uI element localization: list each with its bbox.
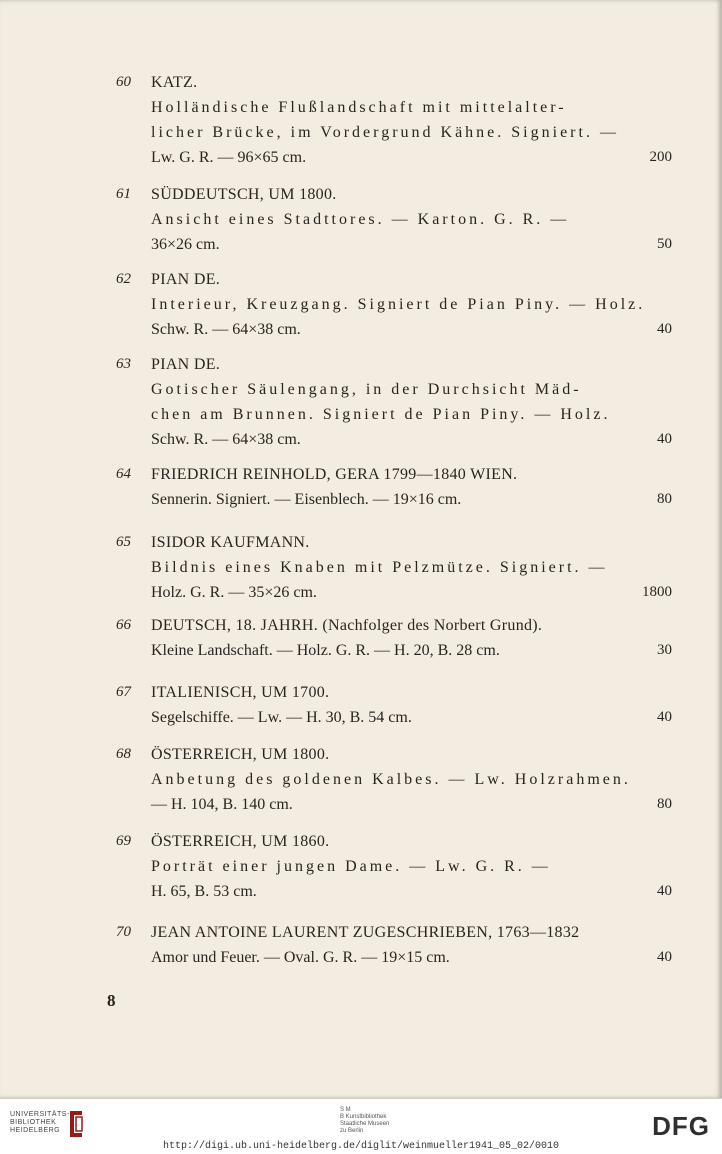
entry-description-line: Ansicht eines Stadttores. — Karton. G. R. —: [151, 211, 570, 228]
page-url-link[interactable]: http://digi.ub.uni-heidelberg.de/diglit/weinmueller1941_05_02/0010: [162, 1141, 560, 1152]
entry-heading: PIAN DE.: [151, 356, 221, 373]
library-name: [10, 1111, 70, 1135]
entry-heading: ISIDOR KAUFMANN.: [151, 534, 310, 551]
entry-number: 69: [116, 833, 131, 849]
entry-price: 200: [649, 149, 672, 165]
library-line: UNIVERSITÄTS-: [10, 1111, 70, 1118]
entry-price: 40: [657, 431, 672, 447]
entry-price: 1800: [642, 584, 672, 600]
entry-heading: SÜDDEUTSCH, UM 1800.: [151, 186, 337, 203]
entry-number: 66: [116, 617, 131, 633]
entry-price: 50: [657, 236, 672, 252]
entry-description-line: Bildnis eines Knaben mit Pelzmütze. Signiert. —: [151, 559, 608, 576]
entry-heading: KATZ.: [151, 74, 198, 91]
entry-description-line: — H. 104, B. 140 cm.: [151, 796, 293, 813]
museum-line: B Kunstbibliothek: [340, 1114, 387, 1120]
entry-price: 80: [657, 796, 672, 812]
entry-heading: ÖSTERREICH, UM 1800.: [151, 746, 330, 763]
entry-number: 68: [116, 746, 131, 762]
entry-description-line: Schw. R. — 64×38 cm.: [151, 431, 301, 448]
viewer-footer: [0, 1098, 722, 1154]
entry-price: 40: [657, 949, 672, 965]
entry-description-line: licher Brücke, im Vordergrund Kähne. Signiert. —: [151, 124, 619, 141]
entry-price: 40: [657, 883, 672, 899]
entry-number: 60: [116, 74, 131, 90]
museum-line: S M: [340, 1107, 351, 1113]
entry-description-line: Anbetung des goldenen Kalbes. — Lw. Holzrahmen.: [151, 771, 631, 788]
entry-description-line: Holz. G. R. — 35×26 cm.: [151, 584, 317, 601]
entry-heading: ÖSTERREICH, UM 1860.: [151, 833, 330, 850]
entry-number: 62: [116, 271, 131, 287]
entry-description-line: Interieur, Kreuzgang. Signiert de Pian Piny. — Holz.: [151, 296, 646, 313]
library-logo-icon: [66, 1109, 86, 1139]
entry-description-line: Holländische Flußlandschaft mit mittelalter-: [151, 99, 567, 116]
entry-description-line: Schw. R. — 64×38 cm.: [151, 321, 301, 338]
dfg-logo: DFG: [652, 1111, 710, 1141]
museum-line: zu Berlin: [340, 1128, 364, 1134]
library-line: BIBLIOTHEK: [10, 1119, 57, 1126]
entry-heading: JEAN ANTOINE LAURENT ZUGESCHRIEBEN, 1763—1832: [151, 924, 580, 941]
entry-price: 40: [657, 321, 672, 337]
entry-heading: PIAN DE.: [151, 271, 221, 288]
entry-heading: FRIEDRICH REINHOLD, GERA 1799—1840 WIEN.: [151, 466, 518, 483]
entry-number: 61: [116, 186, 131, 202]
entry-price: 40: [657, 709, 672, 725]
entry-description-line: Gotischer Säulengang, in der Durchsicht Mäd-: [151, 381, 582, 398]
entry-description-line: 36×26 cm.: [151, 236, 220, 253]
museum-line: Staatliche Museen: [340, 1121, 390, 1127]
entry-description-line: Kleine Landschaft. — Holz. G. R. — H. 20, B. 28 cm.: [151, 642, 500, 659]
entry-description-line: Porträt einer jungen Dame. — Lw. G. R. —: [151, 858, 551, 875]
entry-heading: DEUTSCH, 18. JAHRH. (Nachfolger des Norbert Grund).: [151, 617, 543, 634]
entry-description-line: chen am Brunnen. Signiert de Pian Piny. — Holz.: [151, 406, 611, 423]
museum-credit: [340, 1107, 389, 1135]
entry-description-line: Sennerin. Signiert. — Eisenblech. — 19×16 cm.: [151, 491, 462, 508]
entry-heading: ITALIENISCH, UM 1700.: [151, 684, 330, 701]
entry-description-line: H. 65, B. 53 cm.: [151, 883, 257, 900]
entry-description-line: Lw. G. R. — 96×65 cm.: [151, 149, 307, 166]
entry-description-line: Amor und Feuer. — Oval. G. R. — 19×15 cm.: [151, 949, 450, 966]
entry-number: 64: [116, 466, 131, 482]
entry-number: 70: [116, 924, 131, 940]
entry-number: 63: [116, 356, 131, 372]
entry-price: 30: [657, 642, 672, 658]
entry-number: 67: [116, 684, 131, 700]
library-line: HEIDELBERG: [10, 1127, 61, 1134]
page-number: 8: [107, 991, 116, 1010]
entry-price: 80: [657, 491, 672, 507]
entry-description-line: Segelschiffe. — Lw. — H. 30, B. 54 cm.: [151, 709, 412, 726]
entry-number: 65: [116, 534, 131, 550]
